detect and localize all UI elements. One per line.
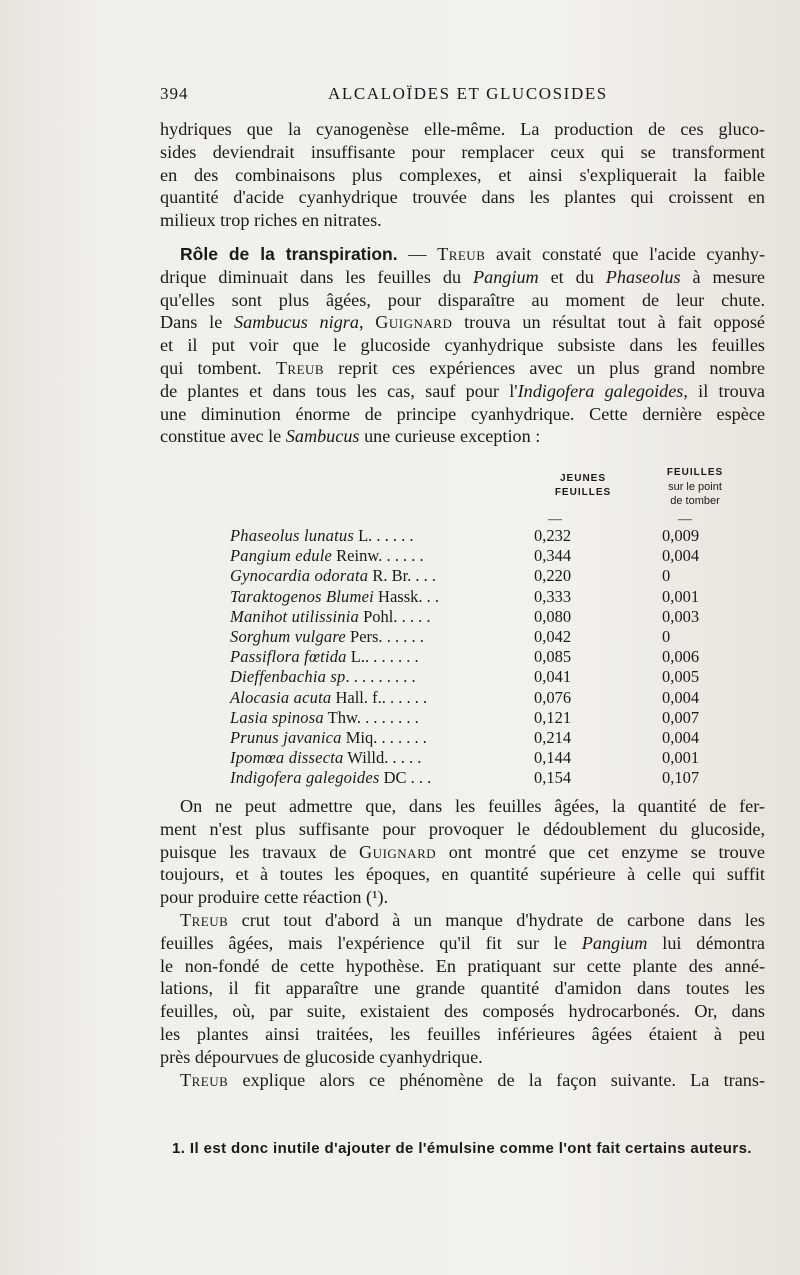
- value-feuilles-tombantes: 0,006: [662, 647, 700, 667]
- value-jeunes-feuilles: 0,344: [534, 546, 572, 566]
- text-line: feuilles, où, par suite, existaient des composés hydrocarbonés. Or, dans: [160, 1001, 765, 1022]
- text-line: et il put voir que le glucoside cyanhydrique subsiste dans les feuilles: [160, 335, 765, 356]
- page-number: 394: [160, 84, 189, 103]
- value-feuilles-tombantes: 0,005: [662, 667, 700, 687]
- page-header: [160, 84, 720, 108]
- value-feuilles-tombantes: 0,009: [662, 526, 700, 545]
- species-name: Ipomœa dissecta Willd. . . . .: [230, 748, 422, 768]
- value-feuilles-tombantes: 0,001: [662, 586, 700, 606]
- table-row: [160, 566, 750, 586]
- value-jeunes-feuilles: 0,085: [534, 647, 572, 667]
- species-name: Lasia spinosa Thw. . . . . . . .: [230, 707, 419, 727]
- value-jeunes-feuilles: 0,121: [534, 707, 572, 727]
- species-name: Dieffenbachia sp. . . . . . . . .: [230, 667, 416, 687]
- table-row: [160, 647, 750, 667]
- column-header-feuilles-tombantes: FEUILLES sur le point de tomber: [666, 467, 724, 507]
- value-feuilles-tombantes: 0,004: [662, 687, 700, 707]
- text-line: pour produire cette réaction (¹).: [160, 887, 389, 908]
- table-row: [160, 667, 750, 687]
- species-name: Gynocardia odorata R. Br. . . .: [230, 566, 437, 586]
- value-jeunes-feuilles: 0,333: [534, 586, 572, 606]
- column-dash: —: [678, 512, 692, 527]
- author-name: Treub: [437, 244, 486, 264]
- species-name: Alocasia acuta Hall. f.. . . . . .: [230, 687, 428, 707]
- text-line: près dépourvues de glucoside cyanhydrique.: [160, 1046, 483, 1067]
- species-table: [160, 462, 750, 788]
- table-row: [160, 607, 750, 627]
- value-jeunes-feuilles: 0,214: [534, 728, 572, 747]
- section-heading: Rôle de la transpiration.: [180, 244, 398, 264]
- running-title: ALCALOÏDES ET GLUCOSIDES: [328, 84, 608, 103]
- text-line: milieux trop riches en nitrates.: [160, 210, 382, 231]
- text-line: de plantes et dans tous les cas, sauf pour l'Indigofera galegoides, il trouva: [160, 380, 765, 401]
- text-line: quantité d'acide cyanhydrique trouvée dans les plantes qui croissent en: [160, 187, 765, 208]
- text-line: une diminution énorme de principe cyanhydrique. Cette dernière espèce: [160, 403, 765, 424]
- species-name: Taraktogenos Blumei Hassk. . .: [230, 586, 439, 606]
- table-row: [160, 627, 750, 647]
- value-feuilles-tombantes: 0,107: [662, 768, 700, 788]
- value-jeunes-feuilles: 0,076: [534, 687, 572, 707]
- species-name: Indigofera galegoides DC . . .: [230, 768, 432, 788]
- footnote: 1. Il est donc inutile d'ajouter de l'émulsine comme l'ont fait certains auteurs.: [172, 1140, 752, 1157]
- paragraph-ferment: [160, 795, 765, 1091]
- author-name: Guignard: [375, 312, 453, 333]
- text-line: puisque les travaux de Guignard ont montré que cet enzyme se trouve: [160, 841, 765, 862]
- author-name: Guignard: [359, 841, 437, 862]
- text-line: constitue avec le Sambucus une curieuse exception :: [160, 426, 541, 447]
- text-line: sides deviendrait insuffisante pour remplacer ceux qui se transforment: [160, 141, 765, 162]
- species-name: Passiflora fœtida L.. . . . . . .: [230, 647, 419, 667]
- text-line: hydriques que la cyanogenèse elle-même. La production de ces gluco-: [160, 119, 765, 139]
- species-name: Manihot utilissinia Pohl. . . . .: [230, 606, 431, 626]
- text-line: les plantes ainsi traitées, les feuilles inférieures âgées étaient à peu: [160, 1023, 765, 1044]
- text-line: feuilles âgées, mais l'expérience qu'il fit sur le Pangium lui démontra: [160, 932, 765, 953]
- species-name: Sorghum vulgare Pers. . . . . .: [230, 627, 424, 646]
- author-name: Treub: [275, 357, 325, 378]
- text-line: Treub explique alors ce phénomène de la façon suivante. La trans-: [180, 1069, 765, 1090]
- value-jeunes-feuilles: 0,232: [534, 526, 572, 545]
- value-jeunes-feuilles: 0,041: [534, 667, 572, 687]
- text-line: toujours, et à toutes les époques, en quantité supérieure à celle qui suffit: [160, 864, 765, 885]
- value-feuilles-tombantes: 0,004: [662, 546, 700, 566]
- text-line: On ne peut admettre que, dans les feuilles âgées, la quantité de fer-: [180, 796, 765, 816]
- table-row: [160, 526, 750, 546]
- text-line: qui tombent. Treub reprit ces expériences avec un plus grand nombre: [160, 357, 765, 378]
- value-feuilles-tombantes: 0,001: [662, 748, 700, 768]
- section-role-transpiration: [160, 243, 765, 448]
- text-line: drique diminuait dans les feuilles du Pangium et du Phaseolus à mesure: [160, 266, 765, 287]
- value-feuilles-tombantes: 0,004: [662, 728, 700, 747]
- text-line: Treub crut tout d'abord à un manque d'hydrate de carbone dans les: [180, 909, 765, 930]
- text-line: le non-fondé de cette hypothèse. En pratiquant sur cette plante des anné-: [160, 955, 765, 976]
- text-line: ment n'est plus suffisante pour provoquer le dédoublement du glucoside,: [160, 818, 765, 839]
- table-row: [160, 728, 750, 748]
- value-feuilles-tombantes: 0,007: [662, 707, 700, 727]
- species-name: Pangium edule Reinw. . . . . .: [230, 546, 424, 566]
- column-dash: —: [548, 512, 562, 527]
- value-feuilles-tombantes: 0,003: [662, 606, 700, 626]
- species-name: Prunus javanica Miq. . . . . . .: [230, 728, 427, 747]
- value-jeunes-feuilles: 0,042: [534, 627, 572, 646]
- table-row: [160, 708, 750, 728]
- table-row: [160, 748, 750, 768]
- text-line: en des combinaisons plus complexes, et ainsi s'expliquerait la faible: [160, 164, 765, 185]
- value-feuilles-tombantes: 0: [662, 566, 671, 586]
- table-row: [160, 688, 750, 708]
- author-name: Treub: [180, 1069, 229, 1090]
- table-row: [160, 546, 750, 566]
- value-jeunes-feuilles: 0,154: [534, 768, 572, 788]
- species-name: Phaseolus lunatus L. . . . . .: [230, 526, 414, 545]
- table-row: [160, 768, 750, 788]
- value-feuilles-tombantes: 0: [662, 627, 671, 646]
- value-jeunes-feuilles: 0,144: [534, 748, 572, 768]
- text-line: lations, il fit apparaître une grande quantité d'amidon dans toutes les: [160, 978, 765, 999]
- value-jeunes-feuilles: 0,220: [534, 566, 572, 586]
- value-jeunes-feuilles: 0,080: [534, 606, 572, 626]
- table-row: [160, 587, 750, 607]
- author-name: Treub: [180, 909, 229, 930]
- text-line: Rôle de la transpiration. — Treub avait constaté que l'acide cyanhy-: [180, 244, 765, 264]
- paragraph-cyanogenese: [160, 118, 765, 232]
- column-header-jeunes-feuilles: JEUNES FEUILLES: [554, 473, 612, 498]
- text-line: Dans le Sambucus nigra, Guignard trouva un résultat tout à fait opposé: [160, 312, 765, 333]
- text-line: qu'elles sont plus âgées, pour disparaître au moment de leur chute.: [160, 289, 765, 310]
